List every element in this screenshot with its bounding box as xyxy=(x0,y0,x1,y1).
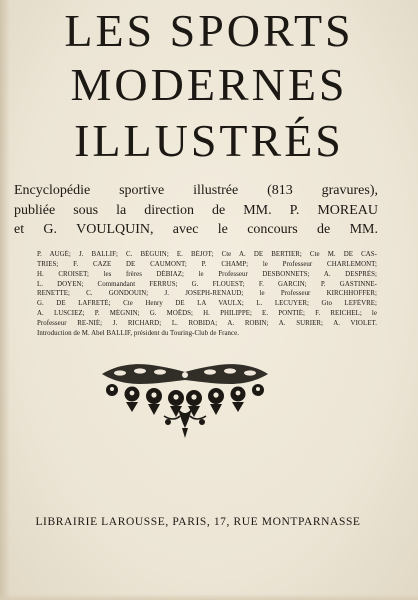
collaborators-line: A. LUSCIEZ; P. MÉGNIN; G. MOËDS; H. PHILIPPE; E. PONTIÉ; F. REICHEL; le xyxy=(37,310,377,318)
collaborators-line: L. DOYEN; Commandant FERRUS; G. FLOUEST; F. GARCIN; P. GASTINNE- xyxy=(37,280,377,288)
collaborators-line: TRIES; F. CAZE DE CAUMONT; P. CHAMP; le Professeur CHARLEMONT; xyxy=(37,260,377,268)
collaborators-list xyxy=(37,250,377,339)
title-line-3: ILLUSTRÉS xyxy=(74,115,344,166)
title-line-1: LES SPORTS xyxy=(64,5,354,56)
title-line-2: MODERNES xyxy=(70,59,348,110)
subtitle-line-1: Encyclopédie sportive illustrée (813 gravures), xyxy=(14,183,378,198)
subtitle xyxy=(14,181,378,240)
publisher-imprint: LIBRAIRIE LAROUSSE, PARIS, 17, RUE MONTPARNASSE xyxy=(35,516,361,528)
introduction-credit: Introduction de M. Abel BALLIF, président du Touring-Club de France. xyxy=(37,329,240,337)
collaborators-line: Professeur RE-NIÉ; J. RICHARD; L. ROBIDA; A. ROBIN; A. SURIER; A. VIOLET. xyxy=(37,319,377,327)
collaborators-line: H. CROISET; les frères DÉBIAZ; le Professeur DESBONNETS; A. DESPRÈS; xyxy=(37,270,377,278)
subtitle-line-3: et G. VOULQUIN, avec le concours de MM. xyxy=(14,222,378,237)
floral-vignette-icon xyxy=(98,358,272,440)
page-edge xyxy=(0,594,418,600)
collaborators-line: RENETTE; C. GONDOUIN; J. JOSEPH-RENAUD; le Professeur KIRCHHOFFER; xyxy=(37,290,377,298)
subtitle-line-2: publiée sous la direction de MM. P. MOREAU xyxy=(14,202,378,218)
collaborators-line: P. AUGÉ; J. BALLIF; C. BÉGUIN; E. BÉJOT; Cte A. DE BERTIER; Cte M. DE CAS- xyxy=(37,251,377,258)
collaborators-line: G. DE LAFRETÉ; Cte Henry DE LA VAULX; L. LECUYER; Gto LEFÈVRE; xyxy=(37,300,377,308)
